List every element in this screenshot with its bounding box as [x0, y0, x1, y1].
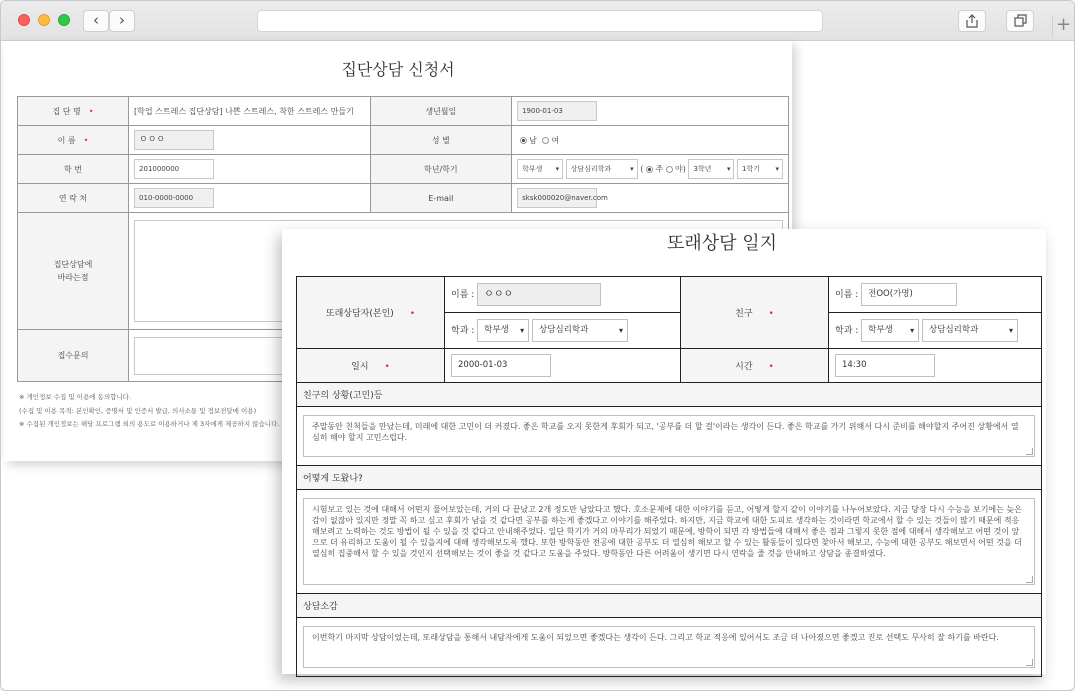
gender-female-radio[interactable] — [542, 137, 549, 144]
student-id-field[interactable]: 201000000 — [134, 159, 214, 179]
privacy-note: ※ 개인정보 수집 및 이용에 동의합니다. — [19, 393, 132, 401]
privacy-note: (수집 및 이용 목적: 본인확인, 증명서 및 인증서 발급, 의사소통 및 정보전달에 이용) — [19, 406, 257, 415]
time-field[interactable]: 14:30 — [835, 354, 935, 377]
peer-dept-type-select[interactable]: 학부생 ▾ — [477, 319, 529, 342]
new-tab-button[interactable] — [1052, 15, 1074, 37]
forward-button[interactable] — [109, 10, 135, 32]
email-field[interactable]: sksk000020@naver.com — [517, 188, 597, 208]
back-button[interactable] — [83, 10, 109, 32]
inquiry-label: 접수문의 — [18, 330, 129, 382]
gender-male-radio[interactable] — [520, 137, 527, 144]
friend-name-field[interactable]: 전OO(가명) — [861, 283, 957, 306]
expectation-label: 집단상담에 바라는점 — [18, 213, 129, 330]
group-name-label: 집 단 명 • — [18, 97, 129, 126]
section-impression-title: 상담소감 — [297, 594, 1042, 618]
chevron-left-icon: ‹ — [93, 11, 99, 29]
close-window-icon[interactable] — [18, 14, 30, 26]
section-situation-title: 친구의 상황(고민)등 — [297, 383, 1042, 407]
impression-textarea[interactable]: 이번학기 마지막 상담이었는데, 또래상담을 통해서 내담자에게 도움이 되었으면 좋겠다는 생각이 든다. 그리고 학교 적응에 있어서도 조금 더 나아졌으면 좋겠고 진로 선택도 무사히 잘 하기를 바란다. — [303, 626, 1035, 668]
peer-counselor-label: 또래상담자(본인) • — [297, 277, 445, 349]
situation-textarea[interactable]: 주말동안 친척들을 만났는데, 미래에 대한 고민이 더 커졌다. 좋은 학교를 오지 못한게 후회가 되고, '공부를 더 할 걸'이라는 생각이 든다. 좋은 학교를 가기 위해서 다시 준비를 해야할지 주어진 상황에서 열심히 해야 할지 고민스럽다. — [303, 415, 1035, 457]
friend-dept-label: 학과 : — [835, 326, 859, 336]
dept-type-select[interactable]: 학부생 ▾ — [517, 159, 563, 179]
peer-counseling-log — [282, 229, 1046, 674]
peer-dept-name-select[interactable]: 상담심리학과 ▾ — [532, 319, 628, 342]
section-help-title: 어떻게 도왔나? — [297, 466, 1042, 490]
day-radio[interactable] — [646, 166, 653, 173]
birth-label: 생년월일 — [370, 97, 512, 126]
gender-label: 성 별 — [370, 126, 512, 155]
application-table: 집 단 명 • [학업 스트레스 집단상담] 나쁜 스트레스, 착한 스트레스 만들기 생년월일 1900-01-03 이 름 • ㅇㅇㅇ 성 별 남 여 학 번 201000000 학년/학기 학부생 ▾ 상담심리학과 ▾ ( 주 야) 3학년 ▾ 1학기 ▾ 연 락 처 010-0000-0000 E-mail sksk000020@naver.com 집단상담에 바라는점 접수문의 — [17, 96, 789, 382]
privacy-note: ※ 수집된 개인정보는 해당 프로그램 외의 용도로 이용하거나 제 3자에게 제공하지 않습니다. — [19, 420, 280, 428]
plus-icon: + — [1055, 14, 1072, 35]
friend-dept-name-select[interactable]: 상담심리학과 ▾ — [922, 319, 1018, 342]
phone-label: 연 락 처 — [18, 184, 129, 213]
log-title: 또래상담 일지 — [666, 233, 778, 254]
group-name-value: [학업 스트레스 집단상담] 나쁜 스트레스, 착한 스트레스 만들기 — [129, 97, 370, 126]
help-textarea[interactable]: 시험보고 있는 것에 대해서 어떤지 물어보았는데, 거의 다 끝났고 2개 정도만 남았다고 했다. 호소문제에 대한 이야기를 듣고, 어떻게 할지 같이 이야기를 나누어보았다. 지금 당장 다시 수능을 보기에는 늦은 감이 없잖아 있지만 정말 꼭 하고 싶고 후회가 남을 것 같다면 공부를 하는게 좋겠다고 이야기를 해주었다. 하지만, 지금 학교에 대한 도피로 생각하는 것이라면 학교에서 할 수 있는 것들이 많기 때문에 적응해보려고 노력하는 것도 방법이 될 수 있을 것 같다고 안내해주었다. 일단 학기가 거의 마무리가 되었기 때문에, 방학이 되면 각 방법들에 대해서 좋은 점과 그렇지 못한 점에 대해서 생각해보고 어떤 것이 앞으로 더 유리하고 도움이 될 수 있을지에 대해 생각해보도록 했다. 또한 방학동안 전공에 대한 공부도 더 열심히 해보고 할 수 있는 활동들이 있다면 찾아서 해보고, 수능에 대한 공부도 해보면서 어떤 것을 더 열심히 집중해서 할 수 있을 것인지 선택해보는 것이 좋을 것 같다고 도움을 주었다. 방학동안 다른 어려움이 생기면 다시 연락을 줄 것을 안내하고 상담을 종결하였다. — [303, 498, 1035, 585]
tabs-overview-button[interactable] — [1006, 10, 1034, 32]
dept-name-select[interactable]: 상담심리학과 ▾ — [566, 159, 638, 179]
friend-label: 친구 • — [681, 277, 829, 349]
peer-dept-label: 학과 : — [451, 326, 475, 336]
chevron-right-icon: › — [119, 11, 125, 29]
date-field[interactable]: 2000-01-03 — [451, 354, 551, 377]
friend-name-label: 이름 : — [835, 290, 859, 300]
night-radio[interactable] — [666, 166, 673, 173]
log-table — [296, 276, 1042, 677]
address-bar[interactable] — [257, 10, 823, 32]
semester-select[interactable]: 1학기 ▾ — [737, 159, 783, 179]
friend-dept-type-select[interactable]: 학부생 ▾ — [861, 319, 919, 342]
share-icon — [966, 14, 978, 28]
phone-field[interactable]: 010-0000-0000 — [134, 188, 214, 208]
browser-toolbar — [1, 1, 1074, 41]
peer-name-field[interactable]: ㅇㅇㅇ — [477, 283, 601, 306]
form-title: 집단상담 신청서 — [341, 60, 455, 79]
name-label: 이 름 • — [18, 126, 129, 155]
birth-field[interactable]: 1900-01-03 — [517, 101, 597, 121]
time-label: 시간 • — [681, 349, 829, 383]
dept-label: 학년/학기 — [370, 155, 512, 184]
date-label: 일시 • — [297, 349, 445, 383]
minimize-window-icon[interactable] — [38, 14, 50, 26]
zoom-window-icon[interactable] — [58, 14, 70, 26]
grade-select[interactable]: 3학년 ▾ — [688, 159, 734, 179]
peer-name-label: 이름 : — [451, 290, 475, 300]
name-field[interactable]: ㅇㅇㅇ — [134, 130, 214, 150]
student-id-label: 학 번 — [18, 155, 129, 184]
email-label: E-mail — [370, 184, 512, 213]
privacy-notes — [19, 391, 279, 432]
tabs-icon — [1014, 14, 1027, 27]
share-button[interactable] — [958, 10, 986, 32]
